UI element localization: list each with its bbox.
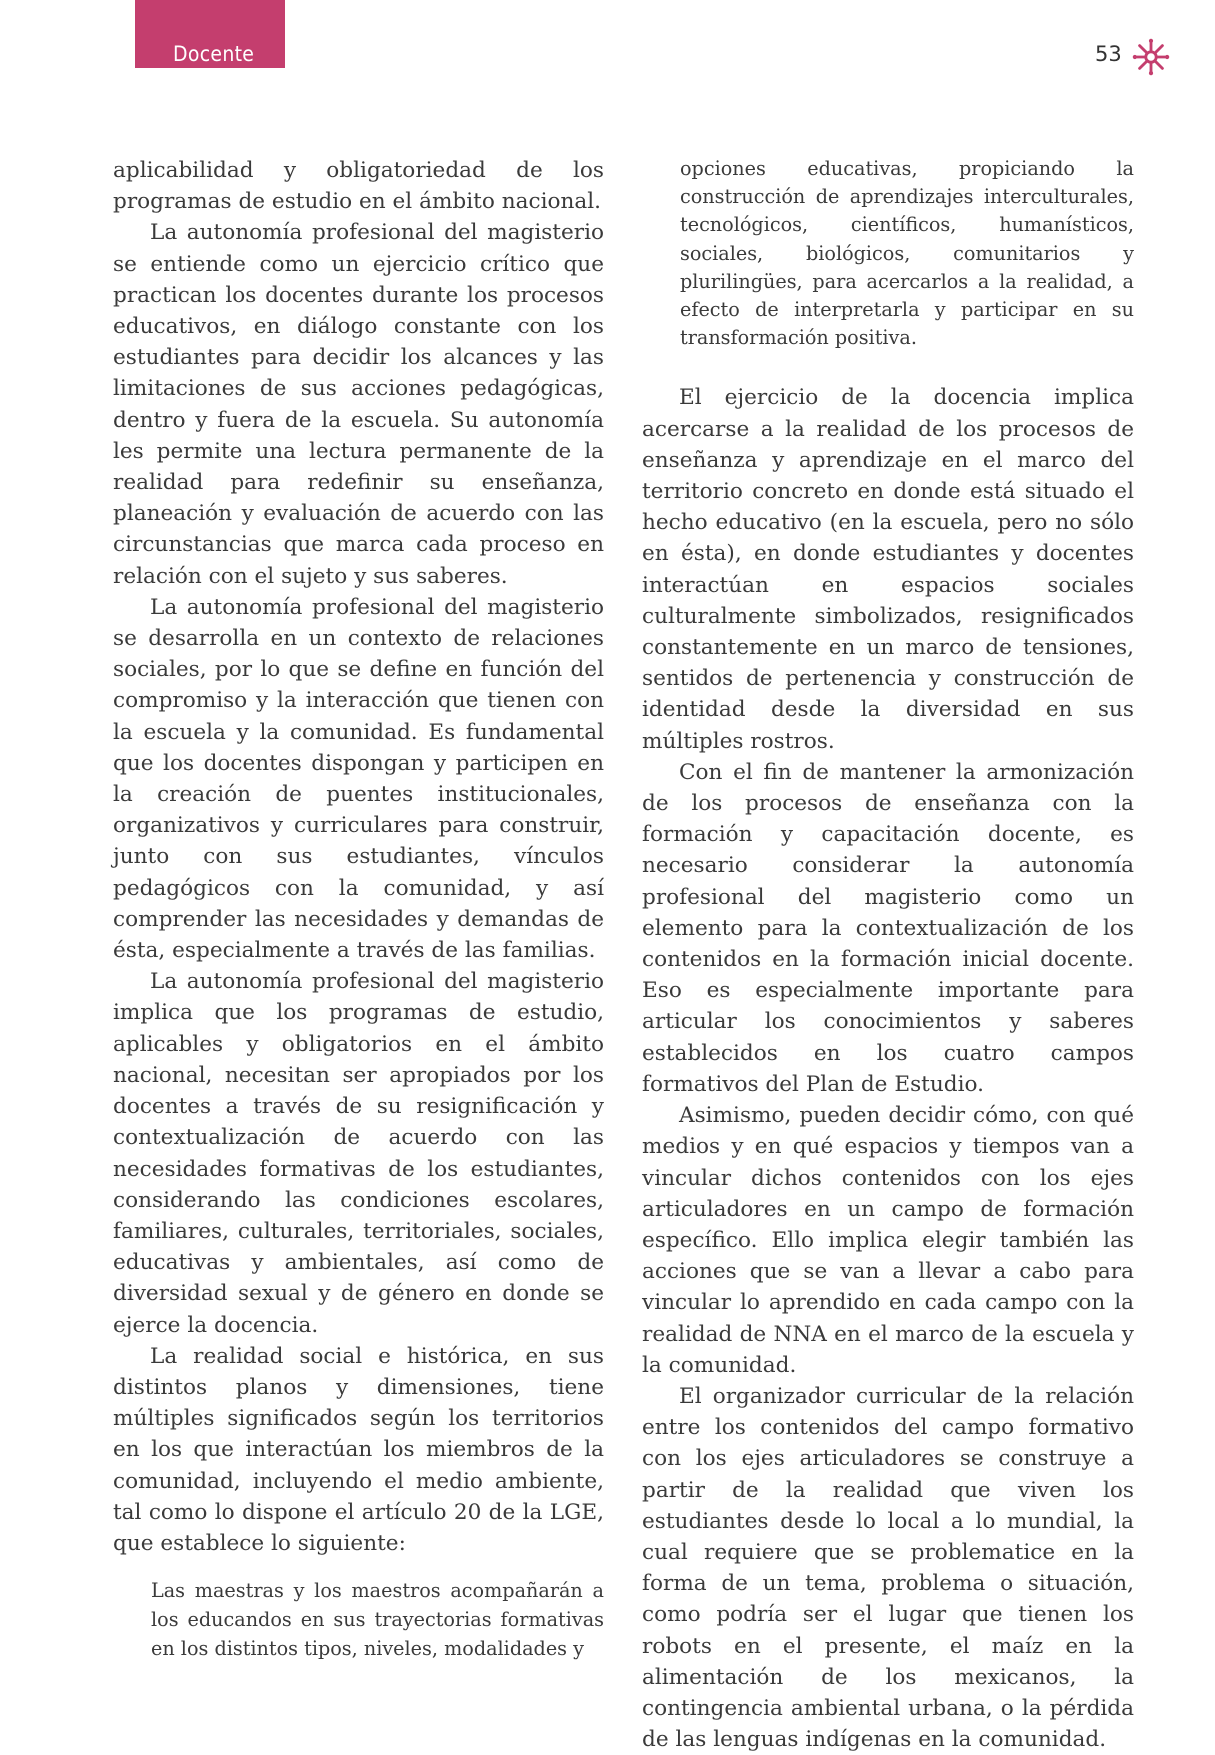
paragraph: El organizador curricular de la relación entre los contenidos del campo formativo con los ejes articuladores se construye a partir de la realidad que viven los estudiantes desde lo local a lo mundial, la cual requiere que se problematice en la forma de un tema, problema o situación, como podría ser el lugar que tienen los robots en el presente, el maíz en la alimentación de los mexicanos, la contingencia ambiental urbana, o la pérdida de las lenguas indígenas en la comunidad.	[642, 1383, 1134, 1753]
section-label: Docente	[173, 42, 255, 66]
right-column	[642, 155, 1134, 1755]
block-quote: Las maestras y los maestros acompañarán a los educandos en sus trayectorias formativas en los distintos tipos, niveles, modalidades y	[151, 1579, 604, 1660]
paragraph: La autonomía profesional del magisterio se desarrolla en un contexto de relaciones sociales, por lo que se define en función del compromiso y la interacción que tienen con la escuela y la comunidad. Es fundamental que los docentes dispongan y participen en la creación de puentes institucionales, organizativos y curriculares para construir, junto con sus estudiantes, vínculos pedagógicos con la comunidad, y así comprender las necesidades y demandas de ésta, especialmente a través de las familias.	[113, 594, 604, 964]
paragraph: Asimismo, pueden decidir cómo, con qué medios y en qué espacios y tiempos van a vincular dichos contenidos con los ejes articuladores en un campo de formación específico. Ello implica elegir también las acciones que se van a llevar a cabo para vincular lo aprendido en cada campo con la realidad de NNA en el marco de la escuela y la comunidad.	[642, 1103, 1134, 1378]
block-quote-continued: opciones educativas, propiciando la construcción de aprendizajes interculturales, tecnológicos, científicos, humanísticos, sociales, biológicos, comunitarios y plurilingües, para acercarlos a la realidad, a efecto de interpretarla y participar en su transformación positiva.	[680, 157, 1134, 350]
left-column	[113, 155, 604, 1664]
paragraph: El ejercicio de la docencia implica acercarse a la realidad de los procesos de enseñanza y aprendizaje en el marco del territorio concreto en donde está situado el hecho educativo (en la escuela, pero no sólo en ésta), en donde estudiantes y docentes interactúan en espacios sociales culturalmente simbolizados, resignificados constantemente en un marco de tensiones, sentidos de pertenencia y construcción de identidad desde la diversidad en sus múltiples rostros.	[642, 385, 1134, 754]
paragraph: La autonomía profesional del magisterio implica que los programas de estudio, aplicables y obligatorios en el ámbito nacional, necesitan ser apropiados por los docentes a través de su resignificación y contextualización de acuerdo con las necesidades formativas de los estudiantes, considerando las condiciones escolares, familiares, culturales, territoriales, sociales, educativas y ambientales, así como de diversidad sexual y de género en donde se ejerce la docencia.	[113, 969, 604, 1338]
asterisk-flower-icon	[1132, 38, 1170, 76]
paragraph: aplicabilidad y obligatoriedad de los programas de estudio en el ámbito nacional.	[113, 158, 604, 215]
paragraph: La realidad social e histórica, en sus distintos planos y dimensiones, tiene múltiples significados según los territorios en los que interactúan los miembros de la comunidad, incluyendo el medio ambiente, tal como lo dispone el artículo 20 de la LGE, que establece lo siguiente:	[113, 1343, 604, 1556]
section-tab	[135, 0, 285, 68]
paragraph: La autonomía profesional del magisterio se entiende como un ejercicio crítico que practican los docentes durante los procesos educativos, en diálogo constante con los estudiantes para decidir los alcances y las limitaciones de sus acciones pedagógicas, dentro y fuera de la escuela. Su autonomía les permite una lectura permanente de la realidad para redefinir su enseñanza, planeación y evaluación de acuerdo con las circunstancias que marca cada proceso en relación con el sujeto y sus saberes.	[113, 220, 604, 589]
page-number: 53	[1095, 42, 1122, 66]
paragraph: Con el fin de mantener la armonización de los procesos de enseñanza con la formación y capacitación docente, es necesario considerar la autonomía profesional del magisterio como un elemento para la contextualización de los contenidos en la formación inicial docente. Eso es especialmente importante para articular los conocimientos y saberes establecidos en los cuatro campos formativos del Plan de Estudio.	[642, 759, 1134, 1097]
